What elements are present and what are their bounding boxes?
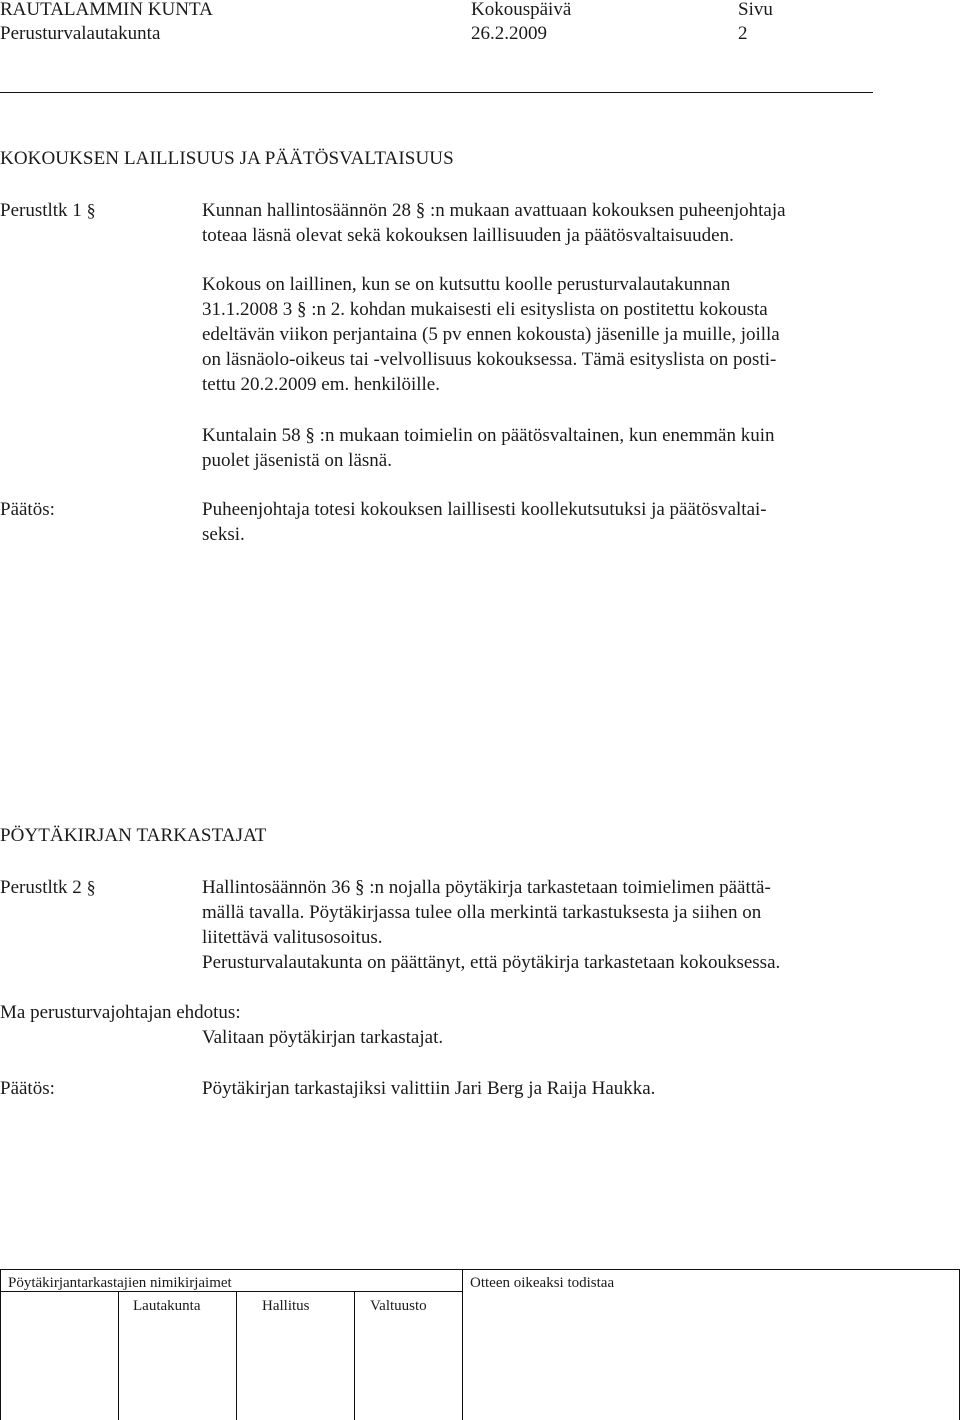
decision-text-2: Pöytäkirjan tarkastajiksi valittiin Jari Berg ja Raija Haukka. [202, 1078, 656, 1099]
col-valtuusto: Valtuusto [370, 1298, 427, 1314]
text-line: on läsnäolo-oikeus tai -velvollisuus kokouksessa. Tämä esityslista on posti- [202, 349, 777, 370]
header-divider [0, 92, 873, 93]
text-line: Puheenjohtaja totesi kokouksen laillisesti koollekutsutuksi ja päätösvaltai- [202, 499, 767, 520]
signatures-title: Pöytäkirjantarkastajien nimikirjaimet [8, 1275, 232, 1291]
footer-col-divider [354, 1291, 355, 1420]
proposal-text: Valitaan pöytäkirjan tarkastajat. [202, 1027, 444, 1048]
municipality-name: RAUTALAMMIN KUNTA [0, 0, 213, 20]
text-line: Kunnan hallintosäännön 28 § :n mukaan avattuaan kokouksen puheenjohtaja [202, 200, 786, 221]
date-label: Kokouspäivä [471, 0, 572, 20]
text-line: 31.1.2008 3 § :n 2. kohdan mukaisesti eli esityslista on postitettu kokousta [202, 299, 768, 320]
decision-label: Päätös: [0, 1078, 55, 1099]
text-line: mällä tavalla. Pöytäkirjassa tulee olla merkintä tarkastuksesta ja siihen on [202, 902, 762, 923]
paragraph-symbol: § [86, 200, 96, 220]
section-ref-label: Perustltk 1 [0, 200, 82, 221]
page-number: 2 [738, 23, 748, 44]
text-line: Hallintosäännön 36 § :n nojalla pöytäkirja tarkastetaan toimielimen päättä- [202, 877, 771, 898]
text-line: puolet jäsenistä on läsnä. [202, 450, 392, 471]
footer-divider [462, 1269, 463, 1420]
footer-col-divider [118, 1291, 119, 1420]
signature-footer [0, 1269, 960, 1420]
proposal-label: Ma perusturvajohtajan ehdotus: [0, 1002, 241, 1023]
section-ref-1 [0, 198, 96, 223]
footer-col-divider [236, 1291, 237, 1420]
footer-top-border [0, 1269, 960, 1270]
section-title-inspectors: PÖYTÄKIRJAN TARKASTAJAT [0, 825, 267, 846]
decision-text-1 [202, 497, 872, 547]
text-line: liitettävä valitusosoitus. [202, 927, 383, 948]
decision-label: Päätös: [0, 499, 55, 520]
text-line: toteaa läsnä olevat sekä kokouksen laillisuuden ja päätösvaltaisuuden. [202, 225, 734, 246]
text-line: edeltävän viikon perjantaina (5 pv ennen kokousta) jäsenille ja muille, joilla [202, 324, 780, 345]
text-line: Perusturvalautakunta on päättänyt, että pöytäkirja tarkastetaan kokouksessa. [202, 952, 781, 973]
inspectors-paragraph [202, 875, 872, 975]
legality-paragraph-1 [202, 198, 872, 248]
section-ref-label: Perustltk 2 [0, 877, 82, 898]
section-title-legality: KOKOUKSEN LAILLISUUS JA PÄÄTÖSVALTAISUUS [0, 148, 454, 169]
text-line: Kuntalain 58 § :n mukaan toimielin on päätösvaltainen, kun enemmän kuin [202, 425, 775, 446]
text-line: tettu 20.2.2009 em. henkilöille. [202, 374, 440, 395]
paragraph-symbol: § [86, 877, 96, 897]
col-lautakunta: Lautakunta [133, 1298, 201, 1314]
legality-paragraph-2 [202, 272, 872, 397]
section-ref-2 [0, 875, 96, 900]
board-name: Perusturvalautakunta [0, 23, 161, 44]
text-line: Kokous on laillinen, kun se on kutsuttu koolle perusturvalautakunnan [202, 274, 731, 295]
col-hallitus: Hallitus [262, 1298, 310, 1314]
meeting-date: 26.2.2009 [471, 23, 547, 44]
text-line: seksi. [202, 524, 245, 545]
certified-label: Otteen oikeaksi todistaa [470, 1275, 615, 1291]
page-label: Sivu [738, 0, 773, 20]
legality-paragraph-3 [202, 423, 872, 473]
